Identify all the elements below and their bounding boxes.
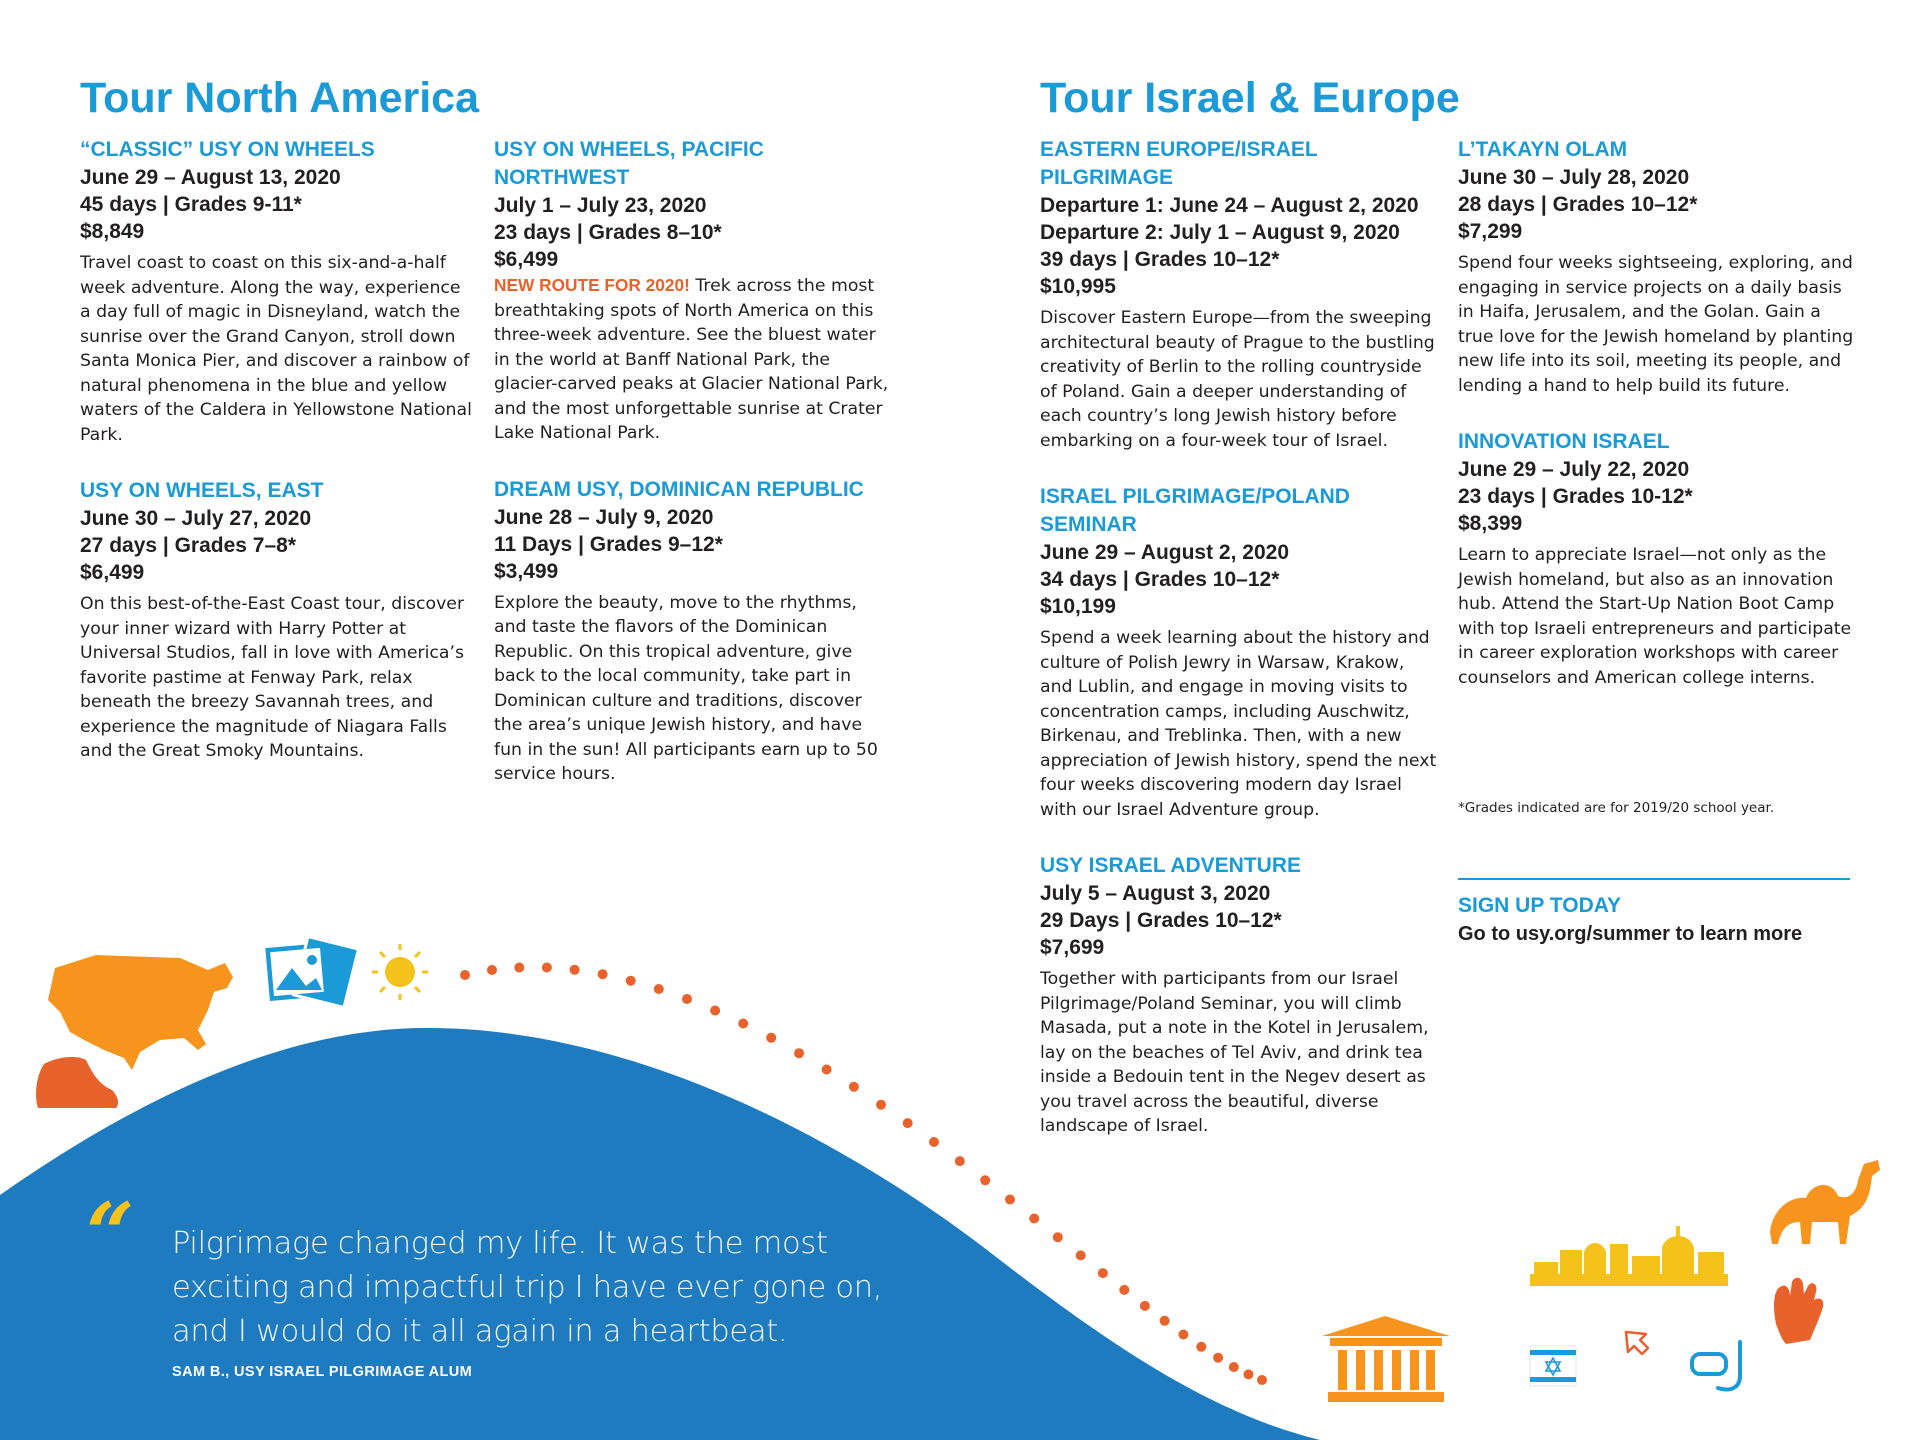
israel-europe-column-2 (1458, 136, 1858, 720)
path-dot (487, 965, 497, 975)
path-dot (955, 1156, 965, 1166)
trip-duration-grades: 27 days | Grades 7–8* (80, 534, 297, 557)
path-dot (849, 1082, 859, 1092)
trip-innovation-israel (1458, 428, 1858, 690)
trip-price: $8,849 (80, 220, 145, 243)
path-dot (514, 963, 524, 973)
path-dot (682, 994, 692, 1004)
grades-footnote: *Grades indicated are for 2019/20 school year. (1458, 800, 1775, 816)
testimonial-author: SAM B., USY ISRAEL PILGRIMAGE ALUM (172, 1364, 473, 1380)
cursor-arrow-icon (1626, 1332, 1648, 1354)
trip-price: $6,499 (494, 248, 559, 271)
trip-dream-usy-dominican-republic (494, 476, 889, 787)
path-dot (654, 984, 664, 994)
trip-duration-grades: 11 Days | Grades 9–12* (494, 532, 723, 556)
signup-block (1458, 892, 1802, 948)
trip-name: INNOVATION ISRAEL (1458, 430, 1670, 453)
trip-description (494, 273, 889, 446)
trip-usy-israel-adventure (1040, 852, 1440, 1139)
trip-price: $10,995 (1040, 275, 1116, 298)
trip-dates: June 30 – July 27, 2020 (80, 507, 312, 530)
path-dot (1029, 1214, 1039, 1224)
trip-description-text: Trek across the most breathtaking spots of North America on this three-week adventure. See the bluest water in the world at Banff National Park, the glacier-carved peaks at Glacier National Park, and the most unforgettable sunrise at Crater Lake National Park. (494, 276, 889, 443)
trip-duration-grades: 45 days | Grades 9-11* (80, 193, 302, 216)
trip-dates: June 30 – July 28, 2020 (1458, 166, 1690, 189)
trip-price: $7,699 (1040, 936, 1105, 959)
path-dot (1160, 1316, 1170, 1326)
trip-dates: June 29 – July 22, 2020 (1458, 458, 1690, 481)
trip-dates: July 5 – August 3, 2020 (1040, 882, 1271, 905)
trip-departure-1: Departure 1: June 24 – August 2, 2020 (1040, 194, 1419, 217)
trip-price: $8,399 (1458, 512, 1523, 535)
path-dot (766, 1033, 776, 1043)
path-dot (1005, 1195, 1015, 1205)
signup-link-text[interactable]: Go to usy.org/summer to learn more (1458, 923, 1803, 945)
trip-name: DREAM USY, DOMINICAN REPUBLIC (494, 477, 864, 501)
trip-description: Spend four weeks sightseeing, exploring, and engaging in service projects on a daily basis in Haifa, Jerusalem, and the Golan. Gain a true love for the Jewish homeland by planting new life into its soil, meeting its people, and lending a hand to help build its future. (1458, 253, 1854, 396)
trip-description: Travel coast to coast on this six-and-a-half week adventure. Along the way, experience a day full of magic in Disneyland, watch the sunrise over the Grand Canyon, stroll down Santa Monica Pier, and discover a rainbow of natural phenomena in the blue and yellow waters of the Caldera in Yellowstone National Park. (80, 253, 472, 445)
path-dot (626, 976, 636, 986)
trip-price: $3,499 (494, 559, 559, 583)
path-dot (1257, 1375, 1267, 1385)
trip-ltakayn-olam (1458, 136, 1858, 398)
camel-icon (1770, 1160, 1880, 1244)
trip-dates: June 28 – July 9, 2020 (494, 505, 714, 529)
trip-duration-grades: 34 days | Grades 10–12* (1040, 568, 1280, 591)
jerusalem-skyline-icon (1530, 1226, 1728, 1286)
path-dot (1140, 1301, 1150, 1311)
path-dot (710, 1006, 720, 1016)
photos-icon (264, 937, 359, 1008)
trip-description: Spend a week learning about the history and culture of Polish Jewry in Warsaw, Krakow, and Lublin, and engage in moving visits to concentration camps, including Auschwitz, Birkenau, and Treblinka. Then, with a new appreciation of Jewish history, spend the next four weeks discovering modern day Israel with our Israel Adventure group. (1040, 628, 1437, 820)
trip-duration-grades: 28 days | Grades 10–12* (1458, 193, 1698, 216)
north-america-column-2 (494, 136, 889, 817)
path-dot (598, 969, 608, 979)
testimonial (172, 1222, 892, 1382)
path-dot (1053, 1232, 1063, 1242)
path-dot (929, 1137, 939, 1147)
usa-map-icon (48, 955, 233, 1070)
path-dot (542, 963, 552, 973)
trip-description: Explore the beauty, move to the rhythms, and taste the flavors of the Dominican Republic. On this tropical adventure, give back to the local community, take part in Dominican culture and traditions, discover the area’s unique Jewish history, and have fun in the sun! All participants earn up to 50 service hours. (494, 592, 878, 784)
trip-price: $6,499 (80, 561, 145, 584)
trip-name: ISRAEL PILGRIMAGE/POLAND SEMINAR (1040, 485, 1350, 536)
trip-israel-pilgrimage-poland-seminar (1040, 483, 1440, 822)
path-dot (1098, 1268, 1108, 1278)
path-dot (1213, 1353, 1223, 1363)
trip-duration-grades: 23 days | Grades 10-12* (1458, 485, 1693, 508)
trip-usy-on-wheels-east (80, 477, 475, 764)
trip-dates: June 29 – August 2, 2020 (1040, 541, 1289, 564)
trip-name: “CLASSIC” USY ON WHEELS (80, 138, 375, 161)
testimonial-quote: Pilgrimage changed my life. It was the most exciting and impactful trip I have ever gone on, and I would do it all again in a heartbeat. (172, 1226, 883, 1349)
sun-icon (372, 944, 428, 1000)
path-dot (980, 1175, 990, 1185)
north-america-column-1 (80, 136, 475, 794)
trip-description: On this best-of-the-East Coast tour, discover your inner wizard with Harry Potter at Universal Studios, fall in love with America’s favorite pastime at Fenway Park, relax beneath the breezy Savannah trees, and experience the magnitude of Niagara Falls and the Great Smoky Mountains. (80, 594, 465, 761)
trip-description: Learn to appreciate Israel—not only as the Jewish homeland, but also as an innovation hub. Attend the Start-Up Nation Boot Camp with top Israeli entrepreneurs and participate in career exploration workshops with career counselors and American college interns. (1458, 545, 1852, 688)
trip-duration-grades: 29 Days | Grades 10–12* (1040, 909, 1282, 932)
path-dot (738, 1019, 748, 1029)
path-dot (1229, 1362, 1239, 1372)
path-dot (570, 965, 580, 975)
israel-europe-column-1 (1040, 136, 1440, 1169)
trip-duration-grades: 39 days | Grades 10–12* (1040, 248, 1280, 271)
trip-duration-grades: 23 days | Grades 8–10* (494, 221, 722, 244)
sneaker-icon (36, 1057, 118, 1108)
trip-name: USY ISRAEL ADVENTURE (1040, 854, 1301, 877)
trip-name: USY ON WHEELS, EAST (80, 479, 324, 502)
path-dot (903, 1118, 913, 1128)
tour-north-america-heading: Tour North America (80, 74, 479, 122)
snorkel-icon (1692, 1342, 1740, 1390)
path-dot (460, 970, 470, 980)
path-dot (794, 1048, 804, 1058)
path-dot (1076, 1250, 1086, 1260)
signup-divider (1458, 878, 1850, 880)
trip-dates: June 29 – August 13, 2020 (80, 166, 341, 189)
quote-mark-icon: “ (86, 1184, 135, 1283)
trip-eastern-europe-israel-pilgrimage (1040, 136, 1440, 453)
new-route-highlight: NEW ROUTE FOR 2020! (494, 275, 690, 295)
trip-departure-2: Departure 2: July 1 – August 9, 2020 (1040, 221, 1400, 244)
trip-description: Discover Eastern Europe—from the sweeping architectural beauty of Prague to the bustling creativity of Berlin to the rolling countryside of Poland. Gain a deeper understanding of each country’s long Jewish history before embarking on a four-week tour of Israel. (1040, 308, 1435, 451)
trip-name: EASTERN EUROPE/ISRAEL PILGRIMAGE (1040, 138, 1318, 189)
trip-name: L’TAKAYN OLAM (1458, 138, 1628, 161)
glove-icon (1774, 1278, 1823, 1344)
trip-usy-on-wheels-pacific-northwest (494, 136, 889, 446)
path-dot (1119, 1285, 1129, 1295)
path-dot (1196, 1342, 1206, 1352)
path-dot (1244, 1369, 1254, 1379)
trip-description: Together with participants from our Israel Pilgrimage/Poland Seminar, you will climb Masada, put a note in the Kotel in Jerusalem, lay on the beaches of Tel Aviv, and drink tea inside a Bedouin tent in the Negev desert as you travel across the beautiful, diverse landscape of Israel. (1040, 969, 1429, 1136)
path-dot (822, 1065, 832, 1075)
trip-name: USY ON WHEELS, PACIFIC NORTHWEST (494, 138, 764, 189)
trip-dates: July 1 – July 23, 2020 (494, 194, 707, 217)
trip-price: $7,299 (1458, 220, 1523, 243)
signup-heading: SIGN UP TODAY (1458, 894, 1621, 917)
path-dot (876, 1100, 886, 1110)
parthenon-icon (1322, 1316, 1450, 1402)
tour-israel-europe-heading: Tour Israel & Europe (1040, 74, 1460, 122)
trip-classic-usy-on-wheels (80, 136, 475, 447)
trip-price: $10,199 (1040, 595, 1116, 618)
israel-flag-icon (1530, 1346, 1576, 1386)
path-dot (1178, 1330, 1188, 1340)
